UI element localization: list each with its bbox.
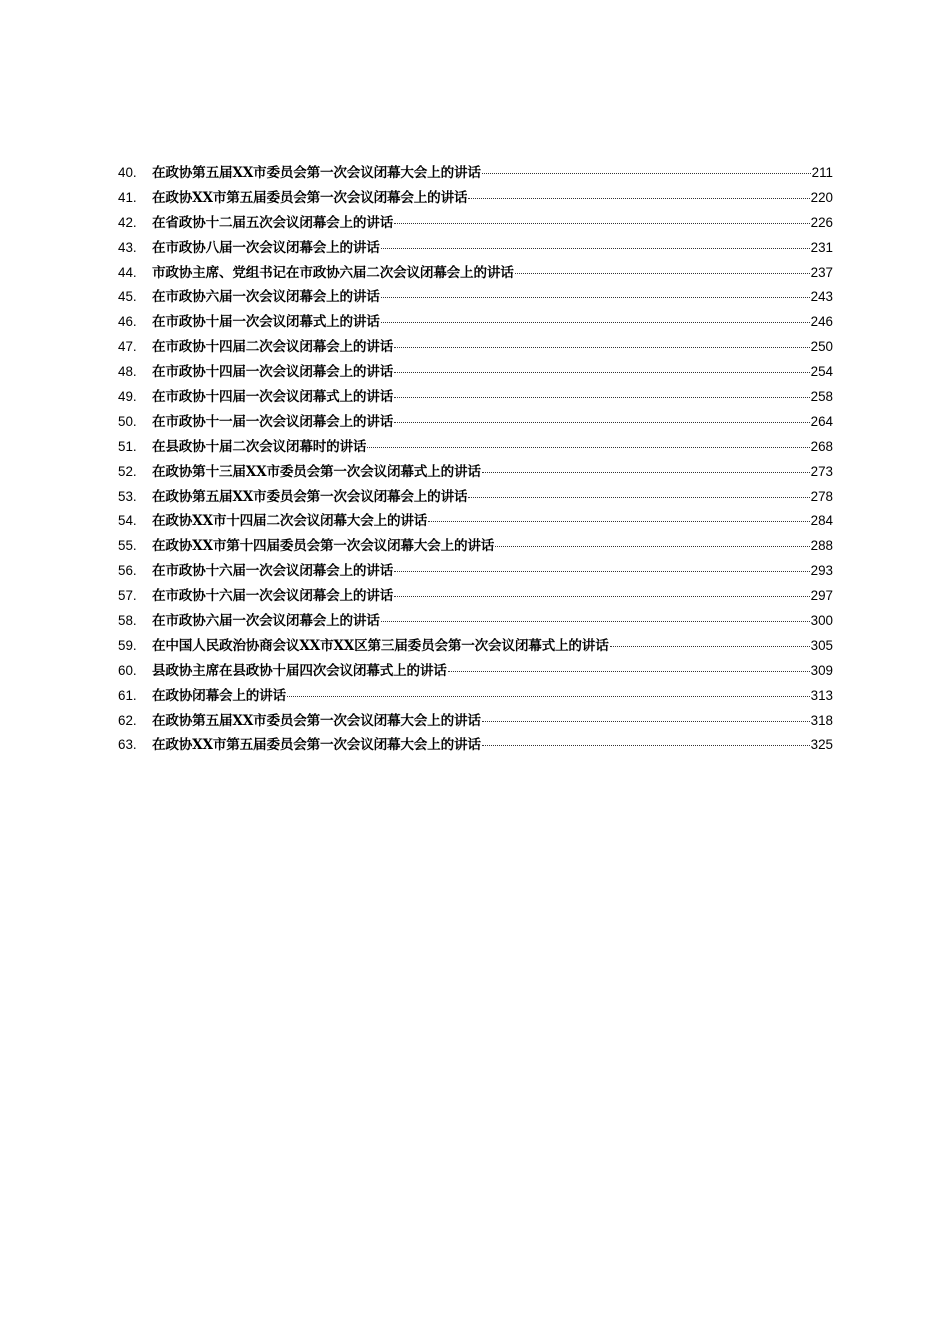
toc-entry-title: 在政协XX市第五届委员会第一次会议闭幕会上的讲话: [152, 189, 468, 206]
toc-dot-leader: [367, 447, 809, 448]
toc-dot-leader: [482, 721, 810, 722]
toc-entry-page-number: 300: [810, 613, 833, 629]
toc-entry[interactable]: [118, 360, 833, 385]
toc-entry[interactable]: [118, 460, 833, 485]
toc-entry-title: 在市政协十六届一次会议闭幕会上的讲话: [152, 563, 394, 580]
toc-entry[interactable]: [118, 709, 833, 734]
toc-entry-title: 市政协主席、党组书记在市政协六届二次会议闭幕会上的讲话: [152, 264, 514, 281]
toc-entry-page-number: 258: [810, 389, 833, 405]
table-of-contents: [118, 161, 833, 758]
toc-dot-leader: [468, 497, 809, 498]
toc-entry[interactable]: [118, 634, 833, 659]
toc-entry-number: 48.: [118, 364, 137, 380]
toc-entry[interactable]: [118, 534, 833, 559]
toc-entry-number: 43.: [118, 239, 137, 255]
toc-entry-number: 46.: [118, 314, 137, 330]
toc-entry-title: 在政协XX市十四届二次会议闭幕大会上的讲话: [152, 513, 428, 530]
toc-entry-number: 52.: [118, 463, 137, 479]
toc-entry-number: 56.: [118, 563, 137, 579]
toc-entry[interactable]: [118, 186, 833, 211]
toc-dot-leader: [482, 472, 810, 473]
toc-entry[interactable]: [118, 435, 833, 460]
toc-dot-leader: [482, 745, 810, 746]
toc-entry-title: 在中国人民政治协商会议XX市XX区第三届委员会第一次会议闭幕式上的讲话: [152, 637, 609, 654]
toc-entry-number: 45.: [118, 289, 137, 305]
toc-dot-leader: [381, 322, 810, 323]
toc-entry-title: 在市政协十六届一次会议闭幕会上的讲话: [152, 588, 394, 605]
toc-dot-leader: [381, 621, 810, 622]
toc-entry-title: 在市政协十四届一次会议闭幕式上的讲话: [152, 389, 394, 406]
toc-entry-number: 62.: [118, 712, 137, 728]
toc-entry[interactable]: [118, 509, 833, 534]
toc-entry-page-number: 254: [810, 364, 833, 380]
toc-entry-number: 54.: [118, 513, 137, 529]
toc-entry[interactable]: [118, 385, 833, 410]
toc-entry-title: 在市政协六届一次会议闭幕会上的讲话: [152, 613, 380, 630]
toc-entry[interactable]: [118, 211, 833, 236]
toc-entry-page-number: 243: [810, 289, 833, 305]
toc-entry-title: 在政协第五届XX市委员会第一次会议闭幕大会上的讲话: [152, 165, 481, 181]
toc-entry-page-number: 220: [810, 189, 833, 205]
toc-entry-number: 53.: [118, 488, 137, 504]
toc-entry-number: 47.: [118, 339, 137, 355]
toc-entry[interactable]: [118, 236, 833, 261]
toc-entry-title: 在县政协十届二次会议闭幕时的讲话: [152, 438, 367, 455]
toc-dot-leader: [482, 173, 811, 174]
toc-entry-page-number: 268: [810, 438, 833, 454]
toc-entry[interactable]: [118, 609, 833, 634]
toc-entry-title: 在市政协八届一次会议闭幕会上的讲话: [152, 239, 380, 256]
toc-entry[interactable]: [118, 659, 833, 684]
toc-dot-leader: [394, 571, 810, 572]
toc-dot-leader: [381, 248, 810, 249]
toc-dot-leader: [468, 198, 809, 199]
toc-entry-page-number: 288: [810, 538, 833, 554]
toc-dot-leader: [428, 521, 809, 522]
toc-dot-leader: [394, 223, 810, 224]
toc-entry[interactable]: [118, 335, 833, 360]
toc-dot-leader: [394, 347, 810, 348]
toc-entry-number: 57.: [118, 588, 137, 604]
toc-entry[interactable]: [118, 161, 833, 186]
toc-entry[interactable]: [118, 410, 833, 435]
toc-entry-number: 58.: [118, 613, 137, 629]
toc-entry-number: 42.: [118, 214, 137, 230]
toc-entry-title: 在市政协十四届一次会议闭幕会上的讲话: [152, 364, 394, 381]
toc-entry-number: 40.: [118, 165, 137, 180]
toc-entry-number: 60.: [118, 662, 137, 678]
toc-entry-page-number: 318: [810, 712, 833, 728]
toc-entry-page-number: 297: [810, 588, 833, 604]
toc-entry-page-number: 250: [810, 339, 833, 355]
toc-entry-title: 在政协XX市第五届委员会第一次会议闭幕大会上的讲话: [152, 737, 481, 754]
toc-entry-number: 51.: [118, 438, 137, 454]
toc-entry-page-number: 211: [811, 165, 833, 180]
toc-entry[interactable]: [118, 485, 833, 510]
toc-entry-title: 在政协XX市第十四届委员会第一次会议闭幕大会上的讲话: [152, 538, 495, 555]
toc-entry-number: 63.: [118, 737, 137, 753]
toc-entry[interactable]: [118, 584, 833, 609]
toc-entry[interactable]: [118, 733, 833, 758]
toc-entry-number: 59.: [118, 637, 137, 653]
toc-entry-page-number: 284: [810, 513, 833, 529]
toc-entry-title: 在省政协十二届五次会议闭幕会上的讲话: [152, 214, 394, 231]
toc-entry-number: 44.: [118, 264, 137, 280]
toc-entry-number: 41.: [118, 189, 137, 205]
toc-entry-page-number: 313: [810, 687, 833, 703]
toc-dot-leader: [394, 372, 810, 373]
toc-entry-title: 在市政协十一届一次会议闭幕会上的讲话: [152, 413, 394, 430]
toc-dot-leader: [394, 422, 810, 423]
toc-entry-number: 61.: [118, 687, 137, 703]
toc-dot-leader: [448, 671, 810, 672]
toc-entry-page-number: 293: [810, 563, 833, 579]
toc-entry-page-number: 278: [810, 488, 833, 504]
toc-entry-title: 县政协主席在县政协十届四次会议闭幕式上的讲话: [152, 662, 447, 679]
toc-entry-title: 在政协第十三届XX市委员会第一次会议闭幕式上的讲话: [152, 463, 481, 480]
toc-dot-leader: [495, 546, 810, 547]
toc-entry-page-number: 231: [810, 239, 833, 255]
toc-entry-title: 在市政协六届一次会议闭幕会上的讲话: [152, 289, 380, 306]
toc-dot-leader: [381, 297, 810, 298]
toc-entry-page-number: 273: [810, 463, 833, 479]
toc-dot-leader: [394, 596, 810, 597]
toc-entry-page-number: 264: [810, 413, 833, 429]
toc-entry-title: 在市政协十四届二次会议闭幕会上的讲话: [152, 339, 394, 356]
toc-entry-title: 在政协闭幕会上的讲话: [152, 687, 286, 704]
toc-dot-leader: [394, 397, 810, 398]
toc-entry-page-number: 325: [810, 737, 833, 753]
toc-entry[interactable]: [118, 310, 833, 335]
toc-entry-title: 在政协第五届XX市委员会第一次会议闭幕大会上的讲话: [152, 712, 481, 729]
toc-entry-page-number: 305: [810, 637, 833, 653]
toc-entry-page-number: 237: [810, 264, 833, 280]
toc-entry[interactable]: [118, 285, 833, 310]
toc-entry-page-number: 246: [810, 314, 833, 330]
toc-entry[interactable]: [118, 559, 833, 584]
toc-entry-number: 49.: [118, 389, 137, 405]
toc-entry[interactable]: [118, 684, 833, 709]
toc-entry-title: 在市政协十届一次会议闭幕式上的讲话: [152, 314, 380, 331]
toc-dot-leader: [610, 646, 810, 647]
toc-entry-title: 在政协第五届XX市委员会第一次会议闭幕会上的讲话: [152, 488, 468, 505]
toc-entry-page-number: 226: [810, 214, 833, 230]
toc-entry-page-number: 309: [810, 662, 833, 678]
toc-dot-leader: [515, 273, 810, 274]
toc-entry[interactable]: [118, 261, 833, 286]
toc-dot-leader: [287, 696, 810, 697]
toc-entry-number: 50.: [118, 413, 137, 429]
toc-entry-number: 55.: [118, 538, 137, 554]
